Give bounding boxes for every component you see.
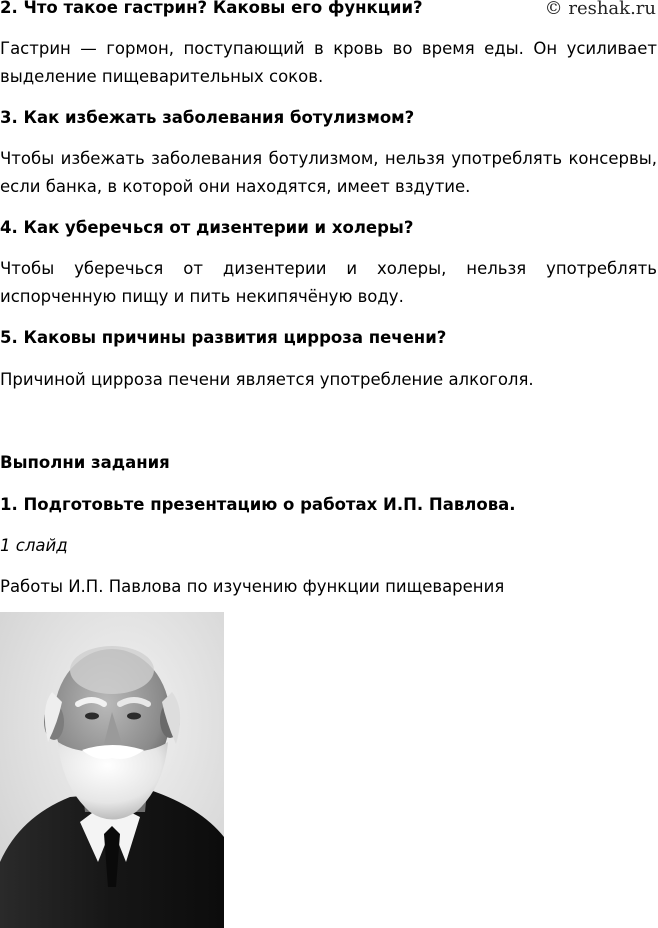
question-3-answer: Чтобы избежать заболевания ботулизмом, нельзя употреблять консервы, если банка, в которой они находятся, имеет вздутие. (0, 149, 657, 196)
tasks-title: Выполни задания (0, 453, 170, 472)
question-2-answer: Гастрин — гормон, поступающий в кровь во время еды. Он усиливает выделение пищеварительных соков. (0, 39, 657, 86)
portrait-photo (0, 612, 224, 928)
question-2-heading: 2. Что такое гастрин? Каковы его функции? (0, 0, 423, 17)
slide-label: 1 слайд (0, 536, 68, 555)
watermark: © reshak.ru (544, 0, 656, 19)
portrait-illustration (0, 612, 224, 928)
slide-text: Работы И.П. Павлова по изучению функции пищеварения (0, 577, 505, 596)
question-5-heading: 5. Каковы причины развития цирроза печени? (0, 328, 447, 347)
question-5-answer: Причиной цирроза печени является употребление алкоголя. (0, 370, 534, 389)
question-3-heading: 3. Как избежать заболевания ботулизмом? (0, 108, 415, 127)
question-4-heading: 4. Как уберечься от дизентерии и холеры? (0, 218, 414, 237)
question-4-answer: Чтобы уберечься от дизентерии и холеры, нельзя употреблять испорченную пищу и пить некипячёную воду. (0, 259, 657, 306)
task-1-heading: 1. Подготовьте презентацию о работах И.П. Павлова. (0, 495, 516, 514)
